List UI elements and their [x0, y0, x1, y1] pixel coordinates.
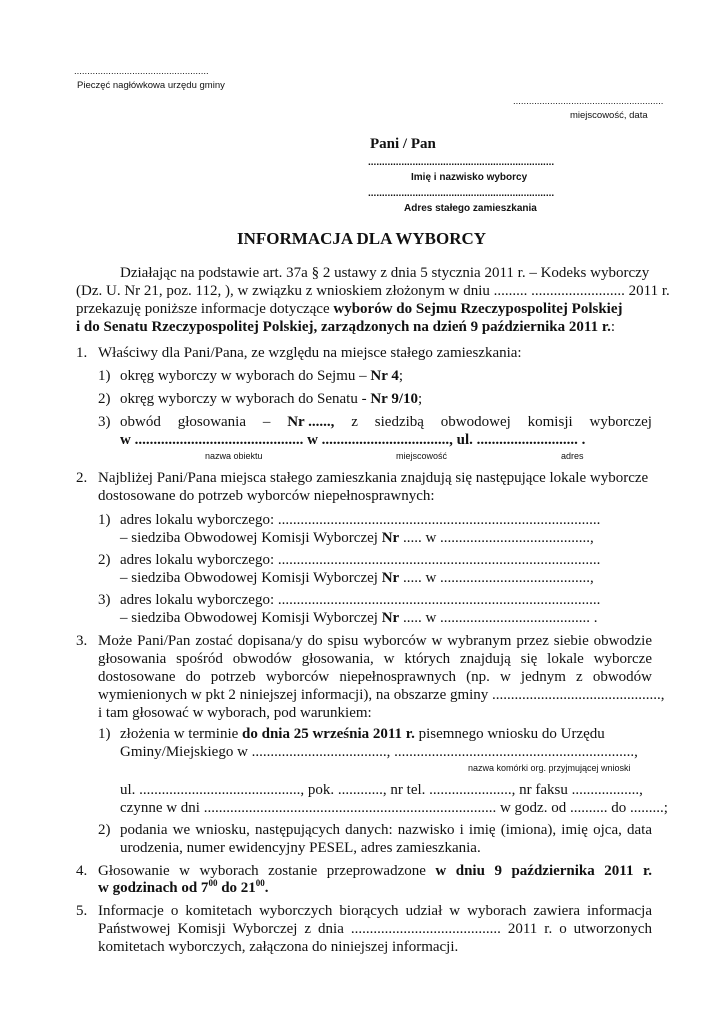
caption-adres: adres [561, 451, 584, 461]
section-3-line-5: i tam głosować w wyborach, pod warunkiem: [98, 705, 372, 721]
section-3-line-1: Może Pani/Pan zostać dopisana/y do spisu wyborców w wybranym przez siebie obwodzie [98, 633, 652, 649]
section-3-line-2: głosowania spośród obwodów głosowania, w których znajdują się lokale wyborcze [98, 651, 652, 667]
s3-item-1-line-3: ul. ..........................................., pok. ............, nr tel. ......................, nr faksu .................., [120, 782, 643, 798]
s2-item-2-address: adres lokalu wyborczego: ...................................................................................... [120, 552, 601, 568]
name-label: Imię i nazwisko wyborcy [411, 172, 528, 183]
s2-item-3-number: 3) [98, 592, 111, 608]
name-dotted-line: ................................................................... [368, 157, 555, 168]
section-5-line-1: Informacje o komitetach wyborczych biorących udział w wyborach zawiera informacja [98, 903, 652, 919]
s2-item-1-number: 1) [98, 512, 111, 528]
section-5-line-3: komitetach wyborczych, załączona do niniejszej informacji. [98, 939, 459, 955]
s2-item-1-address: adres lokalu wyborczego: ...................................................................................... [120, 512, 601, 528]
section-1-number: 1. [76, 345, 88, 361]
place-date-dotted-line: ......................................................... [513, 96, 664, 107]
intro-line-4: i do Senatu Rzeczypospolitej Polskiej, zarządzonych na dzień 9 października 2011 r.: [76, 319, 616, 335]
address-label: Adres stałego zamieszkania [404, 203, 537, 214]
s3-item-2-line-2: urodzenia, numer ewidencyjny PESEL, adres zamieszkania. [120, 840, 481, 856]
section-4-line-1: Głosowanie w wyborach zostanie przeprowadzone w dniu 9 października 2011 r. [98, 863, 652, 879]
s3-item-1-line-2: Gminy/Miejskiego w ...................................., ................................................................, [120, 744, 638, 760]
s1-item-3-line-1: obwód głosowania – Nr ......, z siedzibą obwodowej komisji wyborczej [120, 414, 652, 430]
s3-item-2-number: 2) [98, 822, 111, 838]
s1-item-2-text: okręg wyborczy w wyborach do Senatu - Nr 9/10; [120, 391, 423, 407]
salutation: Pani / Pan [370, 136, 436, 152]
intro-line-2: (Dz. U. Nr 21, poz. 112, ), w związku z wnioskiem złożonym w dniu ......... ......................... 2011 r. [76, 283, 670, 299]
s3-item-1-number: 1) [98, 726, 111, 742]
section-1-text: Właściwy dla Pani/Pana, ze względu na miejsce stałego zamieszkania: [98, 345, 522, 361]
section-4-line-2: w godzinach od $7^{00}$ do $21^{00}$. [98, 878, 269, 896]
section-3-number: 3. [76, 633, 88, 649]
section-5-line-2: Państwowej Komisji Wyborczej z dnia ........................................ 2011 r. o utworzonych [98, 921, 652, 937]
section-3-line-4: wymienionych w pkt 2 niniejszej informacji), na obszarze gminy ............................................., [98, 687, 665, 703]
stamp-label: Pieczęć nagłówkowa urzędu gminy [77, 80, 225, 91]
s2-item-3-commission: – siedziba Obwodowej Komisji Wyborczej Nr ..... w ........................................ . [120, 610, 598, 626]
caption-miejscowosc: miejscowość [396, 451, 448, 461]
intro-line-1: Działając na podstawie art. 37a § 2 ustawy z dnia 5 stycznia 2011 r. – Kodeks wyborczy [120, 265, 650, 281]
place-date-label: miejscowość, data [570, 110, 648, 121]
section-2-line-1: Najbliżej Pani/Pana miejsca stałego zamieszkania znajdują się następujące lokale wyborcze [98, 470, 649, 486]
s1-item-3-number: 3) [98, 414, 111, 430]
s1-item-3-line-2: w ............................................. w .................................., ul. ........................... . [120, 432, 586, 448]
section-4-number: 4. [76, 863, 88, 879]
s2-item-1-commission: – siedziba Obwodowej Komisji Wyborczej Nr ..... w ........................................, [120, 530, 594, 546]
s3-item-1-line-4: czynne w dni .............................................................................. w godz. od .......... do .........; [120, 800, 668, 816]
s1-item-1-text: okręg wyborczy w wyborach do Sejmu – Nr 4; [120, 368, 404, 384]
s1-item-1-number: 1) [98, 368, 111, 384]
address-dotted-line: ................................................................... [368, 188, 555, 199]
section-2-number: 2. [76, 470, 88, 486]
section-3-line-3: dostosowane do potrzeb wyborców niepełnosprawnych (np. w jednym z obwodów [98, 669, 652, 685]
s2-item-2-commission: – siedziba Obwodowej Komisji Wyborczej Nr ..... w ........................................, [120, 570, 594, 586]
caption-komorka: nazwa komórki org. przyjmującej wnioski [468, 763, 631, 773]
s2-item-3-address: adres lokalu wyborczego: ...................................................................................... [120, 592, 601, 608]
intro-line-3: przekazuję poniższe informacje dotyczące wyborów do Sejmu Rzeczypospolitej Polskiej [76, 301, 623, 317]
s3-item-1-line-1: złożenia w terminie do dnia 25 września 2011 r. pisemnego wniosku do Urzędu [120, 726, 605, 742]
stamp-dotted-line: ................................................... [74, 66, 209, 77]
s1-item-2-number: 2) [98, 391, 111, 407]
s2-item-2-number: 2) [98, 552, 111, 568]
section-5-number: 5. [76, 903, 88, 919]
s3-item-2-line-1: podania we wniosku, następujących danych: nazwisko i imię (imiona), imię ojca, data [120, 822, 652, 838]
caption-nazwa-obiektu: nazwa obiektu [205, 451, 263, 461]
section-2-line-2: dostosowane do potrzeb wyborców niepełnosprawnych: [98, 488, 435, 504]
document-title: INFORMACJA DLA WYBORCY [237, 229, 487, 248]
